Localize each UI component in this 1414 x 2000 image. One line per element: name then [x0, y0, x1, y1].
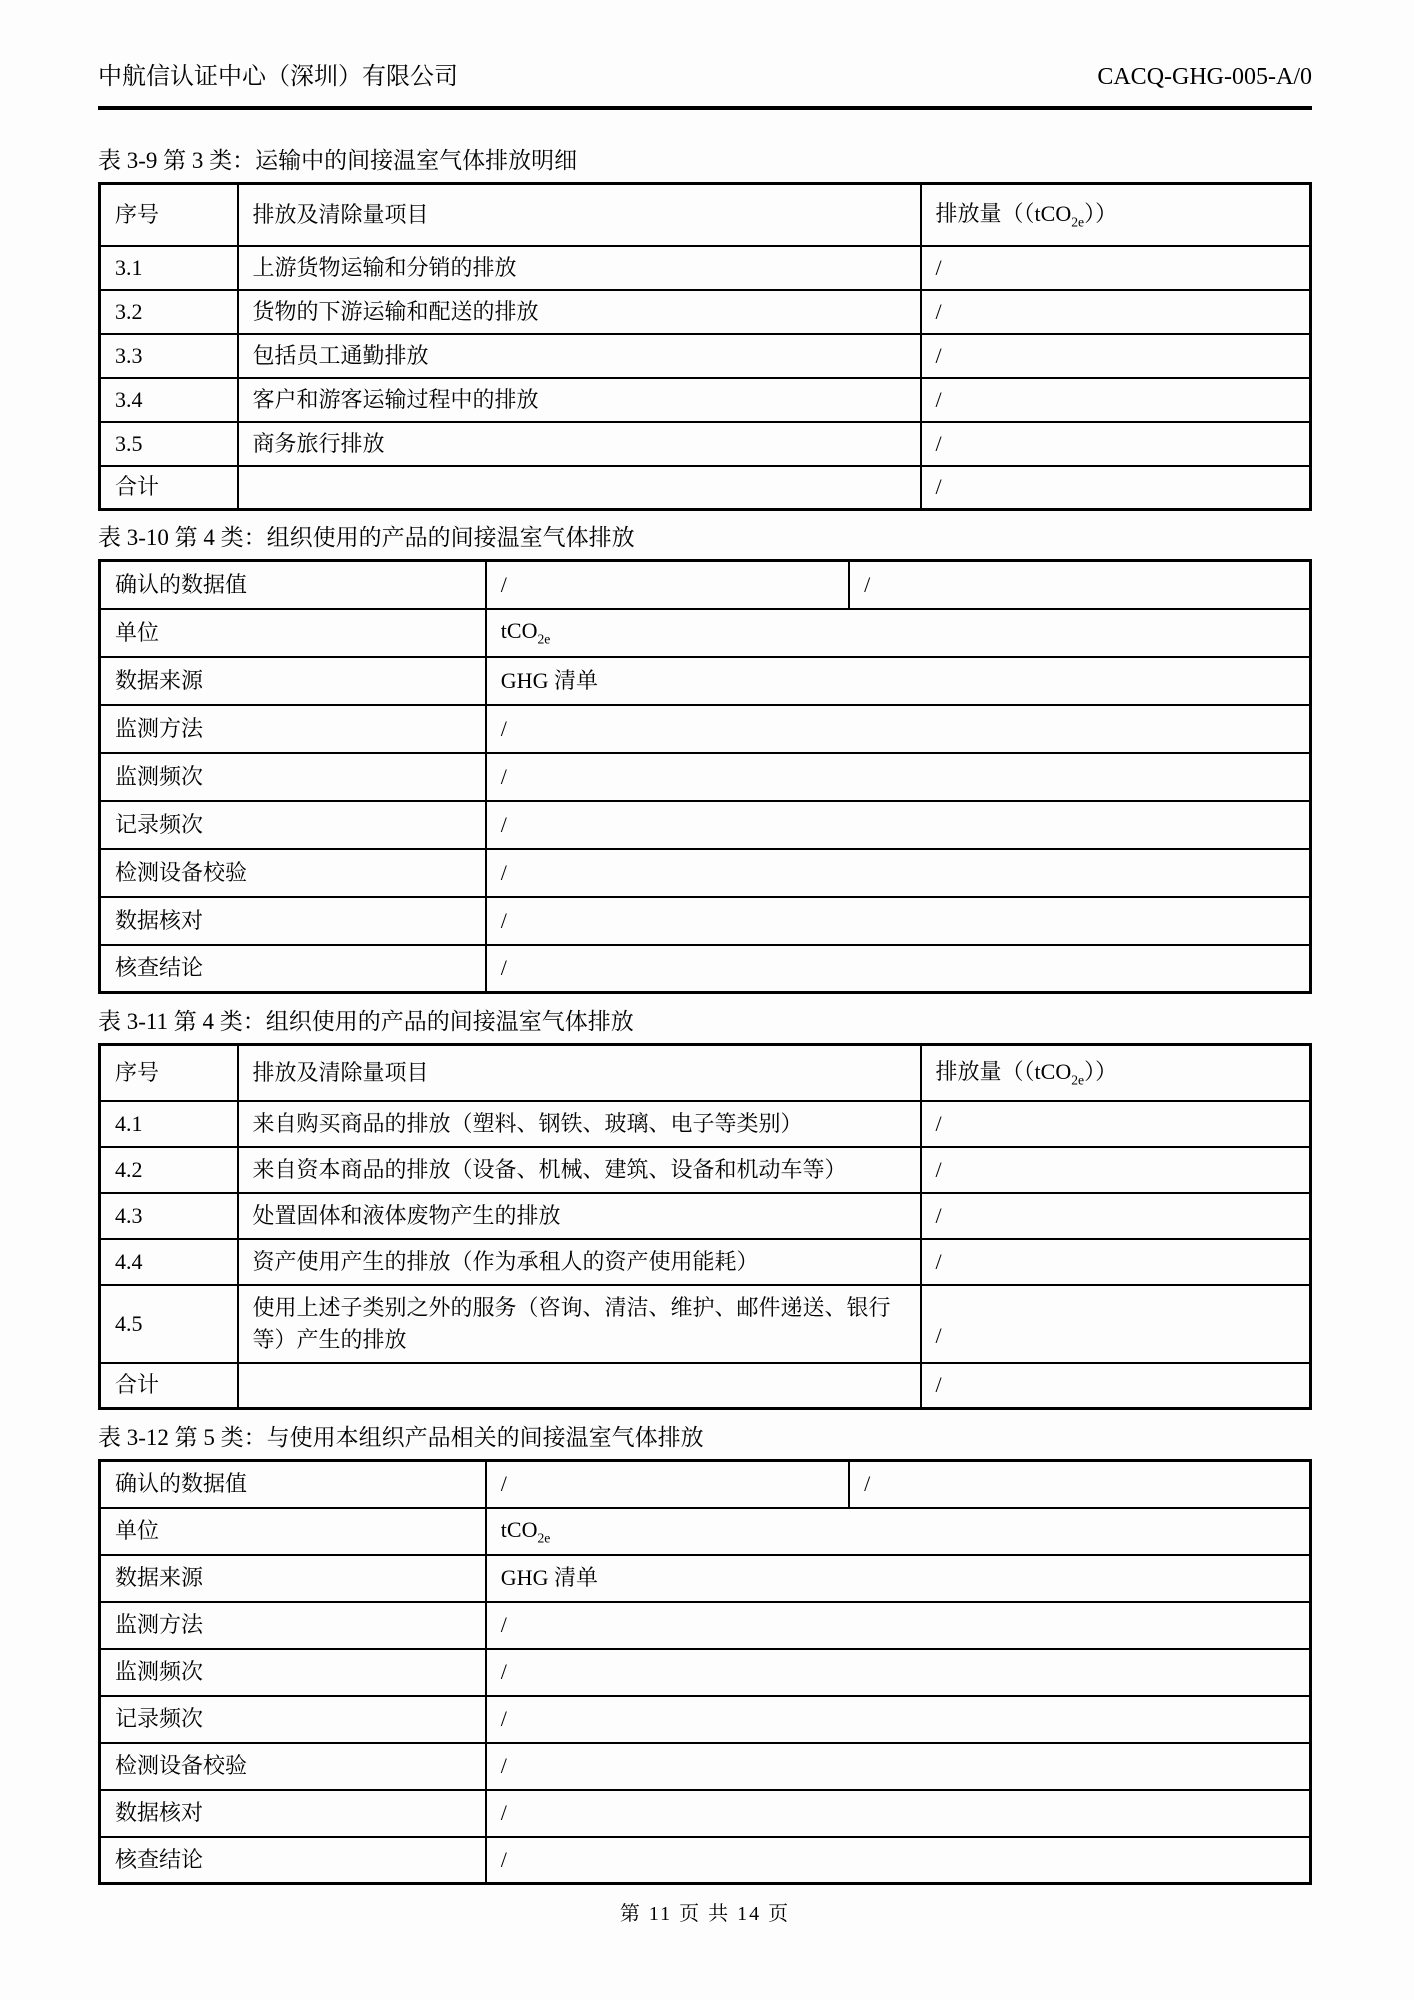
cell-label: 数据来源 [100, 657, 486, 705]
cell-value: / [486, 705, 1311, 753]
table-row [100, 1461, 1311, 1508]
page-footer [98, 1901, 1312, 1927]
cell-label: 数据核对 [100, 1790, 486, 1837]
cell-value: / [921, 466, 1311, 510]
unit-text: tCO [500, 618, 538, 644]
emission-header-sub: 2e [1071, 1072, 1085, 1088]
cell-seq: 4.1 [100, 1101, 238, 1147]
cell-label: 监测频次 [100, 753, 486, 801]
cell-value: / [486, 945, 1311, 993]
col-header-emission [921, 1045, 1311, 1101]
table-3-11 [98, 1043, 1312, 1410]
cell-value: / [486, 1743, 1311, 1790]
col-header-emission [921, 184, 1311, 246]
cell-value: / [486, 801, 1311, 849]
table-row [100, 1193, 1311, 1239]
cell-item: 使用上述子类别之外的服务（咨询、清洁、维护、邮件递送、银行等）产生的排放 [238, 1285, 921, 1363]
page-header [98, 0, 1312, 92]
table-row [100, 1101, 1311, 1147]
table-row [100, 897, 1311, 945]
cell-seq: 4.4 [100, 1239, 238, 1285]
cell-value: / [486, 1790, 1311, 1837]
cell-value: / [486, 1649, 1311, 1696]
cell-value: / [921, 334, 1311, 378]
table-row [100, 1555, 1311, 1602]
cell-value: / [921, 290, 1311, 334]
cell-seq: 合计 [100, 466, 238, 510]
cell-value: / [849, 1461, 1310, 1508]
cell-item: 资产使用产生的排放（作为承租人的资产使用能耗） [238, 1239, 921, 1285]
cell-label: 单位 [100, 609, 486, 657]
cell-value: / [486, 1837, 1311, 1884]
table-3-10-title: 表 3-10 第 4 类：组织使用的产品的间接温室气体排放 [98, 525, 635, 550]
cell-seq: 3.1 [100, 246, 238, 290]
cell-label: 监测方法 [100, 1602, 486, 1649]
cell-label: 单位 [100, 1508, 486, 1555]
page-number: 第 11 页 共 14 页 [619, 1903, 791, 1925]
table-row [100, 1602, 1311, 1649]
table-row [100, 184, 1311, 246]
col-header-seq: 序号 [100, 1045, 238, 1101]
cell-value-unit [486, 609, 1311, 657]
table-row [100, 801, 1311, 849]
cell-value: / [921, 1363, 1311, 1409]
table-row [100, 1696, 1311, 1743]
cell-value: / [486, 897, 1311, 945]
cell-label: 数据来源 [100, 1555, 486, 1602]
cell-item: 上游货物运输和分销的排放 [238, 246, 921, 290]
table-row [100, 1285, 1311, 1363]
cell-seq: 4.2 [100, 1147, 238, 1193]
table-row [100, 753, 1311, 801]
table-row [100, 1239, 1311, 1285]
cell-label: 记录频次 [100, 1696, 486, 1743]
cell-value: / [486, 1696, 1311, 1743]
cell-item: 包括员工通勤排放 [238, 334, 921, 378]
cell-seq: 3.3 [100, 334, 238, 378]
table-row [100, 561, 1311, 609]
table-row [100, 705, 1311, 753]
col-header-item: 排放及清除量项目 [238, 1045, 921, 1101]
cell-value: / [486, 849, 1311, 897]
cell-item: 货物的下游运输和配送的排放 [238, 290, 921, 334]
cell-value: / [921, 1193, 1311, 1239]
emission-header-sub: 2e [1071, 214, 1085, 230]
cell-value: GHG 清单 [486, 1555, 1311, 1602]
cell-value: GHG 清单 [486, 657, 1311, 705]
table-3-10 [98, 559, 1312, 994]
table-row [100, 657, 1311, 705]
cell-item: 来自购买商品的排放（塑料、钢铁、玻璃、电子等类别） [238, 1101, 921, 1147]
table-3-9-title: 表 3-9 第 3 类：运输中的间接温室气体排放明细 [98, 148, 578, 173]
doc-code: CACQ-GHG-005-A/0 [1097, 64, 1312, 90]
cell-item: 商务旅行排放 [238, 422, 921, 466]
table-row [100, 1649, 1311, 1696]
cell-item: 客户和游客运输过程中的排放 [238, 378, 921, 422]
header-rule [98, 106, 1312, 110]
cell-value: / [921, 1239, 1311, 1285]
cell-seq: 3.5 [100, 422, 238, 466]
table-row [100, 1045, 1311, 1101]
table-row [100, 1147, 1311, 1193]
emission-header-text: 排放量（（tCO [935, 1058, 1072, 1084]
cell-seq: 3.4 [100, 378, 238, 422]
cell-label: 核查结论 [100, 1837, 486, 1884]
table-row-total [100, 1363, 1311, 1409]
cell-item: 处置固体和液体废物产生的排放 [238, 1193, 921, 1239]
table-row-total [100, 466, 1311, 510]
table-row [100, 422, 1311, 466]
cell-value: / [486, 1602, 1311, 1649]
emission-header-text: 排放量（（tCO [935, 200, 1072, 226]
cell-value: / [921, 1285, 1311, 1363]
cell-label: 数据核对 [100, 897, 486, 945]
cell-value: / [486, 753, 1311, 801]
table-row [100, 1790, 1311, 1837]
cell-label: 核查结论 [100, 945, 486, 993]
emission-header-close: ）） [1084, 200, 1118, 226]
cell-item: 来自资本商品的排放（设备、机械、建筑、设备和机动车等） [238, 1147, 921, 1193]
cell-seq: 4.5 [100, 1285, 238, 1363]
col-header-seq: 序号 [100, 184, 238, 246]
cell-seq: 合计 [100, 1363, 238, 1409]
cell-item [238, 1363, 921, 1409]
table-row [100, 1837, 1311, 1884]
unit-sub: 2e [537, 631, 551, 647]
company-name: 中航信认证中心（深圳）有限公司 [98, 64, 458, 90]
table-row [100, 945, 1311, 993]
table-3-9 [98, 182, 1312, 511]
cell-value: / [921, 422, 1311, 466]
cell-label: 确认的数据值 [100, 1461, 486, 1508]
table-row [100, 849, 1311, 897]
table-row [100, 1508, 1311, 1555]
table-row [100, 290, 1311, 334]
table-row [100, 246, 1311, 290]
cell-label: 确认的数据值 [100, 561, 486, 609]
cell-value: / [486, 1461, 849, 1508]
cell-seq: 4.3 [100, 1193, 238, 1239]
unit-text: tCO [500, 1516, 538, 1542]
cell-value-unit [486, 1508, 1311, 1555]
cell-label: 检测设备校验 [100, 849, 486, 897]
cell-value: / [486, 561, 849, 609]
cell-value: / [921, 1101, 1311, 1147]
table-row [100, 1743, 1311, 1790]
cell-value: / [921, 378, 1311, 422]
cell-item [238, 466, 921, 510]
cell-label: 记录频次 [100, 801, 486, 849]
unit-sub: 2e [537, 1530, 551, 1546]
cell-value: / [921, 246, 1311, 290]
col-header-item: 排放及清除量项目 [238, 184, 921, 246]
emission-header-close: ）） [1084, 1058, 1118, 1084]
cell-seq: 3.2 [100, 290, 238, 334]
cell-value: / [849, 561, 1310, 609]
cell-label: 监测频次 [100, 1649, 486, 1696]
table-row [100, 378, 1311, 422]
table-row [100, 609, 1311, 657]
table-3-12 [98, 1459, 1312, 1885]
table-3-11-title: 表 3-11 第 4 类：组织使用的产品的间接温室气体排放 [98, 1009, 634, 1034]
table-row [100, 334, 1311, 378]
cell-value: / [921, 1147, 1311, 1193]
cell-label: 监测方法 [100, 705, 486, 753]
page-content [98, 0, 1312, 1927]
table-3-12-title: 表 3-12 第 5 类：与使用本组织产品相关的间接温室气体排放 [98, 1425, 704, 1450]
cell-label: 检测设备校验 [100, 1743, 486, 1790]
